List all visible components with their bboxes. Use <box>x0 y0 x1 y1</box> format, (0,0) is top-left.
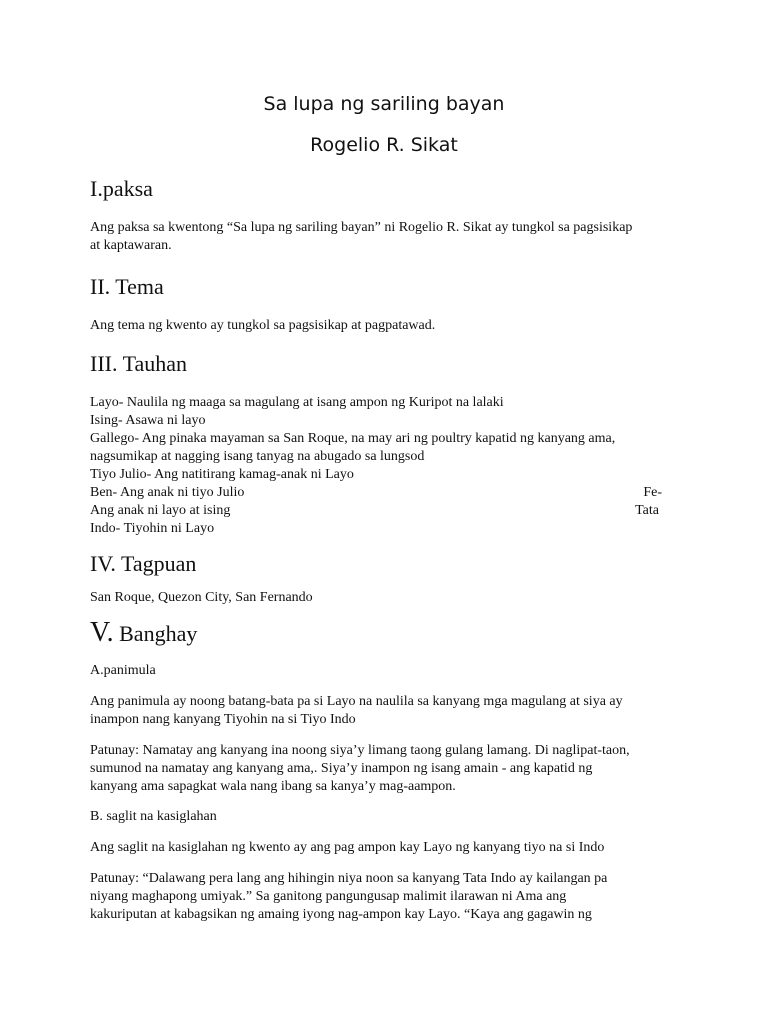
text-line: Patunay: Namatay ang kanyang ina noong siya’y limang taong gulang lamang. Di naglipat-taon, <box>90 743 630 758</box>
subheading-panimula <box>90 662 680 680</box>
heading-tauhan: III. Tauhan <box>90 351 188 376</box>
document-title: Sa lupa ng sariling bayan <box>263 93 505 115</box>
character-line: Ang anak ni layo at ising <box>90 503 231 518</box>
paragraph-tema <box>90 317 680 335</box>
text-line: Ang saglit na kasiglahan ng kwento ay ang pag ampon kay Layo ng kanyang tiyo na si Indo <box>90 840 605 855</box>
text-line: at kaptawaran. <box>90 238 172 253</box>
heading-text: Banghay <box>113 621 198 646</box>
character-row <box>90 502 665 520</box>
character-line: Tiyo Julio- Ang natitirang kamag-anak ni Layo <box>90 467 354 482</box>
character-line-fragment: Tata <box>635 503 659 518</box>
text-line: Ang tema ng kwento ay tungkol sa pagsisikap at pagpatawad. <box>90 318 436 333</box>
character-line-fragment: Fe- <box>643 485 662 500</box>
paragraph-paksa <box>90 219 680 255</box>
text-line: Patunay: “Dalawang pera lang ang hihingin niya noon sa kanyang Tata Indo ay kailangan pa <box>90 871 608 886</box>
character-line: Indo- Tiyohin ni Layo <box>90 521 215 536</box>
paragraph-saglit <box>90 839 680 857</box>
heading-paksa: I.paksa <box>90 176 153 201</box>
character-line: Gallego- Ang pinaka mayaman sa San Roque, na may ari ng poultry kapatid ng kanyang ama, <box>90 431 616 446</box>
paragraph-panimula <box>90 693 680 729</box>
character-line: Layo- Naulila ng maaga sa magulang at isang ampon ng Kuripot na lalaki <box>90 395 504 410</box>
text-line: niyang maghapong umiyak.” Sa ganitong pangungusap malimit ilarawan ni Ama ang <box>90 889 567 904</box>
heading-tema: II. Tema <box>90 274 164 299</box>
paragraph-saglit-proof <box>90 870 680 924</box>
text-line: kanyang ama sapagkat wala nang ibang sa kanya’y mag-aampon. <box>90 779 456 794</box>
subheading-label: A.panimula <box>90 663 156 678</box>
text-line: kakuriputan at kabagsikan ng amaing iyong nag-ampon kay Layo. “Kaya ang gagawin ng <box>90 907 592 922</box>
paragraph-panimula-proof <box>90 742 680 796</box>
heading-numeral: V. <box>90 617 114 648</box>
text-line: sumunod na namatay ang kanyang ama,. Siya’y inampon ng isang amain - ang kapatid ng <box>90 761 593 776</box>
heading-tagpuan: IV. Tagpuan <box>90 551 197 576</box>
text-line: Ang paksa sa kwentong “Sa lupa ng sariling bayan” ni Rogelio R. Sikat ay tungkol sa pagsisikap <box>90 220 633 235</box>
text-line: San Roque, Quezon City, San Fernando <box>90 590 313 605</box>
text-line: inampon nang kanyang Tiyohin na si Tiyo Indo <box>90 712 356 727</box>
paragraph-tagpuan <box>90 589 680 607</box>
character-row <box>90 484 665 502</box>
character-line: Ben- Ang anak ni tiyo Julio <box>90 485 245 500</box>
subheading-label: B. saglit na kasiglahan <box>90 809 217 824</box>
text-line: Ang panimula ay noong batang-bata pa si Layo na naulila sa kanyang mga magulang at siya ay <box>90 694 623 709</box>
character-line: nagsumikap at nagging isang tanyag na abugado sa lungsod <box>90 449 425 464</box>
character-line: Ising- Asawa ni layo <box>90 413 206 428</box>
character-list <box>90 394 680 538</box>
heading-banghay <box>90 617 198 648</box>
subheading-saglit <box>90 808 680 826</box>
document-author: Rogelio R. Sikat <box>310 134 458 156</box>
